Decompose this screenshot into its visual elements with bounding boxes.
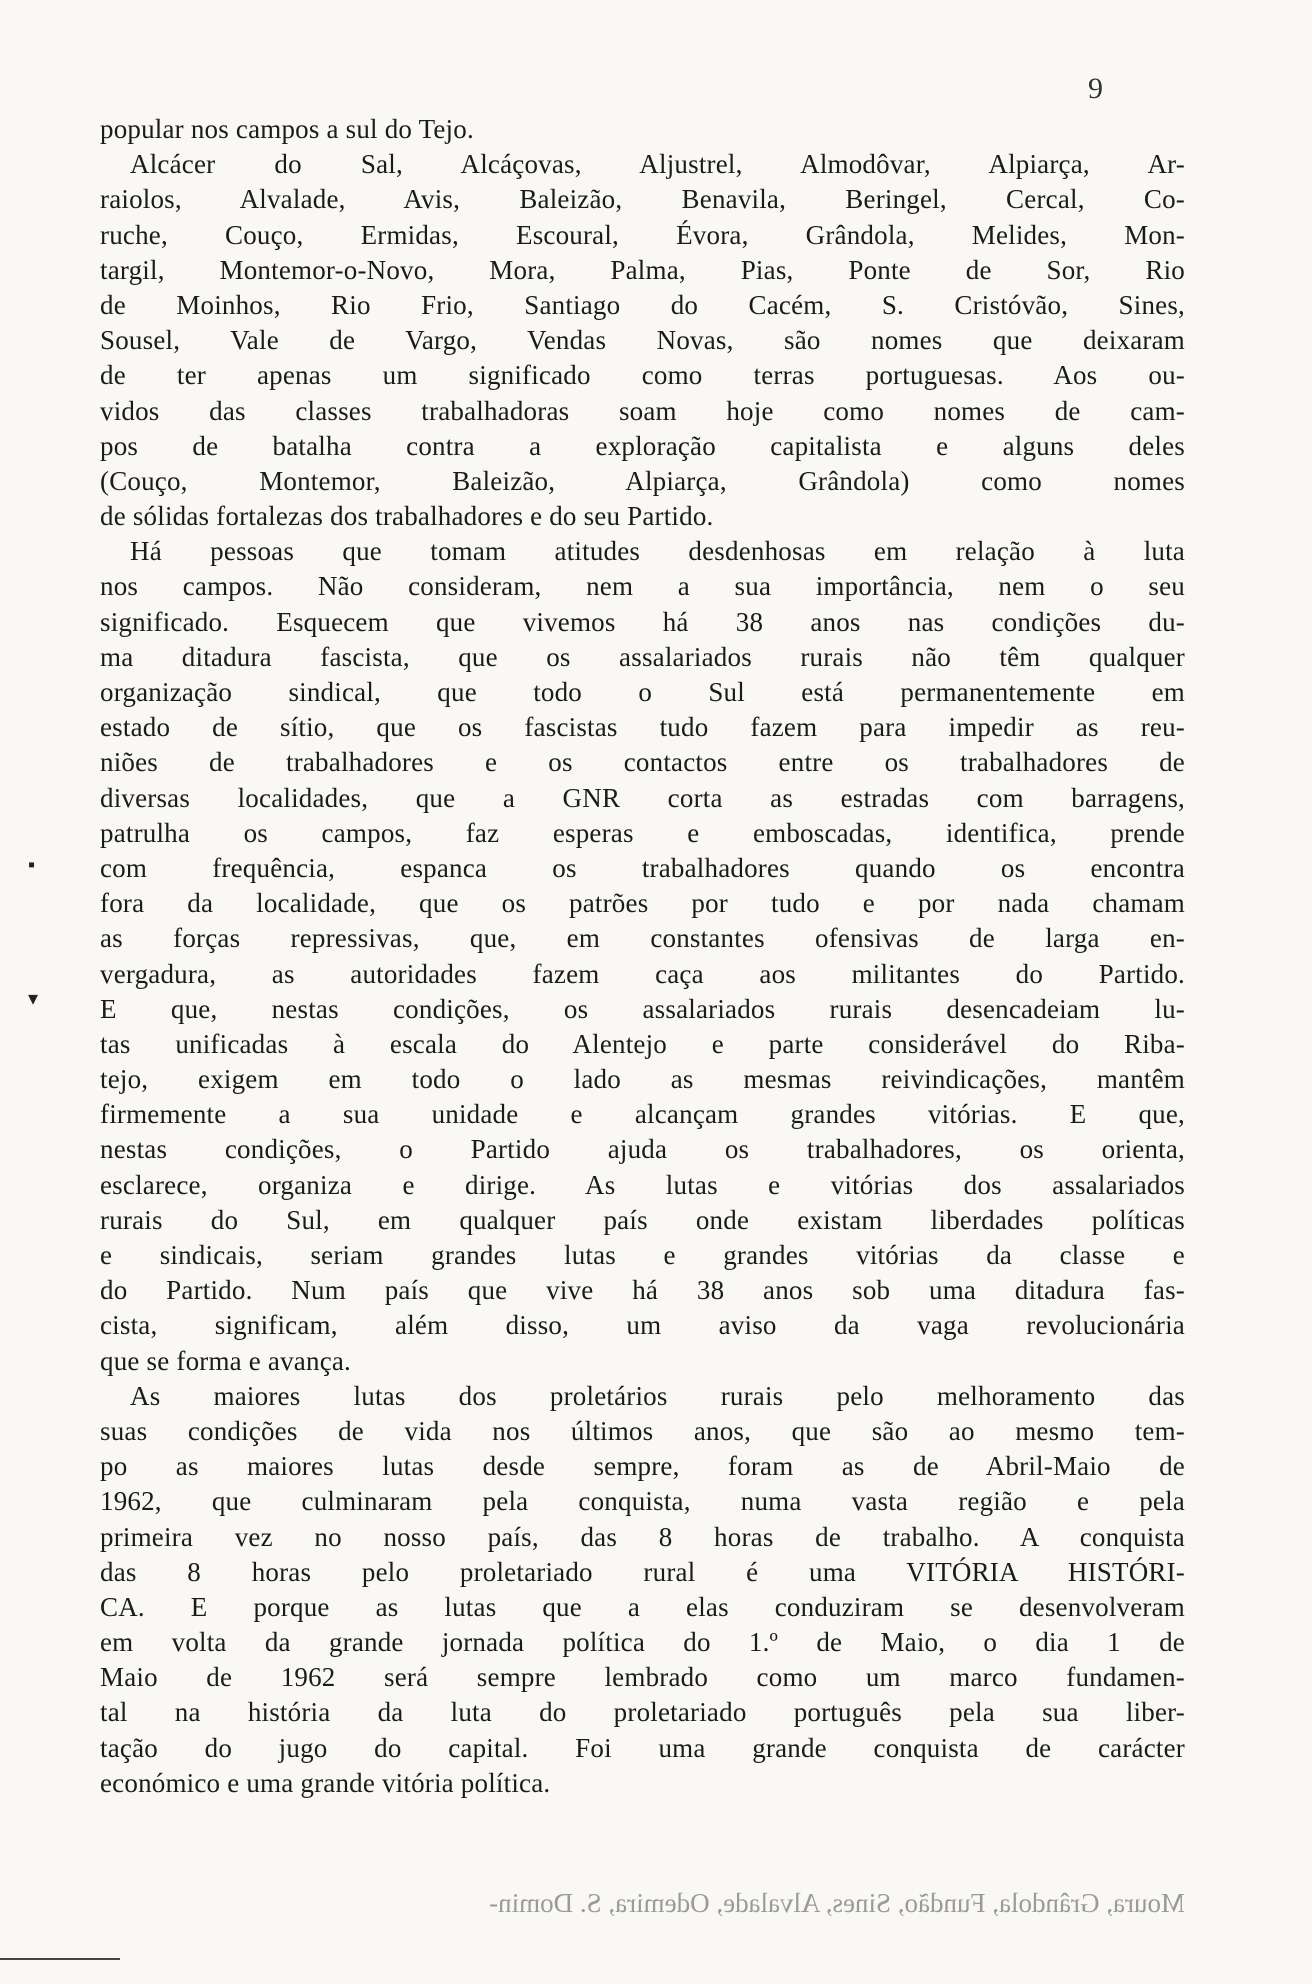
text-line: 1962, que culminaram pela conquista, numa vasta região e pela [100, 1486, 1185, 1517]
text-line: (Couço, Montemor, Baleizão, Alpiarça, Grândola) como nomes [100, 465, 1185, 496]
text-line: fora da localidade, que os patrões por tudo e por nada chamam [100, 888, 1185, 919]
text-line: vidos das classes trabalhadoras soam hoje como nomes de cam- [100, 395, 1185, 426]
text-line: Sousel, Vale de Vargo, Vendas Novas, são nomes que deixaram [100, 325, 1185, 356]
body-text [100, 112, 1185, 1801]
text-line: rurais do Sul, em qualquer país onde existam liberdades políticas [100, 1204, 1185, 1235]
text-line: patrulha os campos, faz esperas e emboscadas, identifica, prende [100, 817, 1185, 848]
text-line: As maiores lutas dos proletários rurais pelo melhoramento das [130, 1380, 1185, 1411]
text-line: organização sindical, que todo o Sul está permanentemente em [100, 677, 1185, 707]
text-line: po as maiores lutas desde sempre, foram as de Abril-Maio de [100, 1451, 1185, 1482]
margin-mark: ▾ [28, 988, 39, 1010]
text-line: tejo, exigem em todo o lado as mesmas reivindicações, mantêm [100, 1064, 1185, 1095]
text-line: ruche, Couço, Ermidas, Escoural, Évora, Grândola, Melides, Mon- [100, 219, 1185, 250]
text-line: Alcácer do Sal, Alcáçovas, Aljustrel, Almodôvar, Alpiarça, Ar- [130, 149, 1185, 180]
text-line: primeira vez no nosso país, das 8 horas de trabalho. A conquista [100, 1521, 1185, 1552]
text-line: tação do jugo do capital. Foi uma grande conquista de carácter [100, 1732, 1185, 1763]
text-line: esclarece, organiza e dirige. As lutas e vitórias dos assalariados [100, 1169, 1185, 1200]
text-line: tal na história da luta do proletariado português pela sua liber- [100, 1697, 1185, 1728]
text-line: Há pessoas que tomam atitudes desdenhosas em relação à luta [130, 536, 1185, 567]
text-line: que se forma e avança. [100, 1345, 352, 1376]
text-line: tas unificadas à escala do Alentejo e parte considerável do Riba- [100, 1028, 1185, 1059]
margin-mark: ▪ [28, 854, 36, 876]
text-line: vergadura, as autoridades fazem caça aos militantes do Partido. [100, 958, 1185, 989]
text-line: com frequência, espanca os trabalhadores quando os encontra [100, 852, 1185, 883]
text-line: raiolos, Alvalade, Avis, Baleizão, Benavila, Beringel, Cercal, Co- [100, 184, 1185, 215]
text-line: as forças repressivas, que, em constantes ofensivas de larga en- [100, 923, 1185, 954]
text-line: ma ditadura fascista, que os assalariados rurais não têm qualquer [100, 641, 1185, 672]
text-line: cista, significam, além disso, um aviso da vaga revolucionária [100, 1310, 1185, 1341]
bleed-through-text: Moura, Grândola, Fundão, Sines, Alvalade, Odemira, S. Domin- [489, 1888, 1185, 1918]
text-line: diversas localidades, que a GNR corta as estradas com barragens, [100, 782, 1185, 813]
text-line: suas condições de vida nos últimos anos, que são ao mesmo tem- [100, 1415, 1185, 1446]
text-line: das 8 horas pelo proletariado rural é uma VITÓRIA HISTÓRI- [100, 1556, 1185, 1587]
text-line: em volta da grande jornada política do 1.º de Maio, o dia 1 de [100, 1627, 1185, 1658]
text-line: estado de sítio, que os fascistas tudo fazem para impedir as reu- [100, 712, 1185, 743]
text-line: niões de trabalhadores e os contactos entre os trabalhadores de [100, 747, 1185, 778]
text-line: de Moinhos, Rio Frio, Santiago do Cacém, S. Cristóvão, Sines, [100, 289, 1185, 320]
bottom-rule [0, 1958, 120, 1960]
text-line: Maio de 1962 será sempre lembrado como um marco fundamen- [100, 1662, 1185, 1693]
text-line: CA. E porque as lutas que a elas conduziram se desenvolveram [100, 1591, 1185, 1622]
text-line: targil, Montemor-o-Novo, Mora, Palma, Pias, Ponte de Sor, Rio [100, 254, 1185, 285]
text-line: significado. Esquecem que vivemos há 38 anos nas condições du- [100, 606, 1185, 637]
text-line: E que, nestas condições, os assalariados rurais desencadeiam lu- [100, 993, 1185, 1024]
text-line: nestas condições, o Partido ajuda os trabalhadores, os orienta, [100, 1134, 1185, 1165]
text-line: pos de batalha contra a exploração capitalista e alguns deles [100, 430, 1185, 461]
text-line: de ter apenas um significado como terras portuguesas. Aos ou- [100, 360, 1185, 391]
page-number: 9 [1088, 72, 1103, 105]
text-line: de sólidas fortalezas dos trabalhadores e do seu Partido. [100, 501, 714, 532]
text-line: e sindicais, seriam grandes lutas e grandes vitórias da classe e [100, 1240, 1185, 1270]
text-line: firmemente a sua unidade e alcançam grandes vitórias. E que, [100, 1099, 1185, 1130]
text-line: popular nos campos a sul do Tejo. [100, 114, 474, 144]
text-line: do Partido. Num país que vive há 38 anos sob uma ditadura fas- [100, 1275, 1185, 1306]
text-line: nos campos. Não consideram, nem a sua importância, nem o seu [100, 571, 1185, 602]
text-line: económico e uma grande vitória política. [100, 1767, 551, 1798]
